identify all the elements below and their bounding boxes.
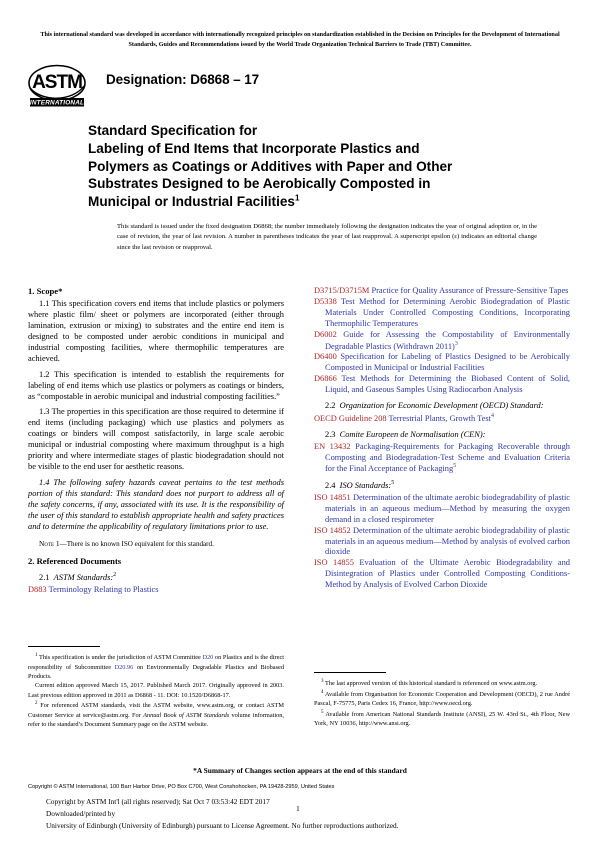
- stamp-line-1: Copyright by ASTM Int'l (all rights reserved); Sat Oct 7 03:53:42 EDT 2017: [46, 797, 270, 806]
- footnote-marker: 3: [321, 679, 324, 684]
- reference-designation[interactable]: D3715/D3715M: [314, 286, 370, 295]
- reference-designation[interactable]: EN 13432: [314, 441, 351, 451]
- footnote-text: Available from Organisation for Economic Cooperation and Development (OECD), 2 rue André Pascal, F-75775, Paris Cedex 16, France, http://www.oecd.org.: [314, 690, 570, 708]
- scope-paragraph-1-2: 1.2 This specification is intended to establish the requirements for labeling of end items which use plastics or polymers as coatings or binders, as “compostable in aerobic municipal and industrial composting facilities.”: [28, 369, 284, 401]
- footnote-text: volume information, refer to the standard’s Document Summary page on the ASTM website.: [28, 711, 284, 729]
- reference-item[interactable]: [314, 297, 570, 330]
- wto-banner: [33, 30, 567, 49]
- footnote-text: This specification is under the jurisdiction of ASTM Committee: [39, 654, 203, 662]
- reference-item[interactable]: [314, 374, 570, 396]
- footnote-entry: [314, 709, 570, 729]
- reference-designation[interactable]: D6866: [314, 374, 337, 384]
- footnote-marker: 4: [321, 689, 324, 695]
- reference-item[interactable]: [314, 493, 570, 526]
- reference-designation[interactable]: ISO 14855: [314, 558, 354, 568]
- cen-standards-number: 2.3: [325, 429, 336, 439]
- reference-item[interactable]: [314, 413, 570, 425]
- stamp-line-2: Downloaded/printed by: [46, 808, 116, 818]
- reference-title[interactable]: Packaging-Requirements for Packaging Recoverable through Composting and Biodegradation-Test Scheme and Evaluation Criteria for the Final Acceptance of Packaging: [325, 441, 570, 474]
- reference-footnote-marker: 4: [490, 412, 494, 419]
- reference-footnote-marker: 3: [454, 340, 458, 347]
- page-title: [88, 122, 558, 211]
- note-1-label: Note 1: [39, 538, 60, 548]
- page-number: 1: [296, 804, 300, 813]
- title-line-3: Polymers as Coatings or Additives with Paper and Other: [88, 158, 453, 174]
- reference-item[interactable]: [314, 558, 570, 591]
- reference-designation[interactable]: OECD Guideline 208: [314, 413, 387, 423]
- title-line-4: Substrates Designed to be Aerobically Composted in: [88, 176, 431, 192]
- stamp-line-3: University of Edinburgh (University of Edinburgh) pursuant to License Agreement. No further reproductions authorized.: [46, 820, 399, 830]
- iso-standards-footnote-marker: 5: [391, 480, 395, 487]
- scope-paragraph-1-4: 1.4 The following safety hazards caveat pertains to the test methods portion of this standard: This standard does not purport to address all of the safety concerns, if any, associated with its use. It is the responsibility of the user of this standard to establish appropriate health and safety practices and to determine the applicability of regulatory limitations prior to use.: [28, 478, 284, 531]
- left-column: [28, 286, 284, 596]
- footnote-text: For referenced ASTM standards, visit the ASTM website, www.astm.org, or contact ASTM Customer Service at service@astm.org. For: [28, 702, 285, 719]
- reference-title[interactable]: Practice for Quality Assurance of Pressure-Sensitive Tapes: [371, 286, 569, 295]
- title-line-5: [88, 193, 558, 211]
- footnote-marker: 5: [321, 709, 324, 715]
- footnote-entry: [28, 681, 284, 700]
- svg-text:INTERNATIONAL: INTERNATIONAL: [29, 99, 85, 107]
- cen-standards-subheading: [314, 430, 570, 441]
- iso-standards-label: ISO Standards:: [339, 480, 392, 490]
- reference-item[interactable]: [314, 286, 570, 297]
- oecd-standards-subheading: [314, 401, 570, 412]
- footnotes-right: [314, 678, 570, 728]
- reference-item[interactable]: [314, 352, 570, 374]
- summary-of-changes-note: *A Summary of Changes section appears at the end of this standard: [193, 766, 407, 775]
- astm-international-logo: [26, 62, 92, 110]
- footnote-text: Current edition approved March 15, 2017. Published March 2017. Originally approved in 2003. Last previous edition approved in 2011 as D6868 - 11. DOI: 10.1520/D6868-17.: [28, 682, 284, 699]
- masthead: [26, 62, 574, 110]
- reference-title[interactable]: Guide for Assessing the Compostability of Environmentally Degradable Plastics (Withdrawn 2011): [325, 329, 571, 351]
- copyright-line: Copyright © ASTM International, 100 Barr Harbor Drive, PO Box C700, West Conshohocken, PA 19428-2959, United States: [28, 784, 335, 790]
- svg-text:ASTM: ASTM: [32, 72, 82, 93]
- reference-title[interactable]: Terminology Relating to Plastics: [48, 585, 159, 595]
- scope-heading: 1. Scope*: [28, 286, 63, 296]
- footnote-emphasis: Annual Book of ASTM Standards: [143, 711, 230, 719]
- footnote-entry: [28, 652, 284, 681]
- footnote-entry: [314, 689, 570, 709]
- issuance-note: This standard is issued under the fixed designation D6868; the number immediately following the designation indicates the year of original adoption or, in the case of revision, the year of last revision. A number in parentheses indicates the year of last reapproval. A superscript epsilon (ε) indicates an editorial change since the last revision or reapproval.: [117, 223, 537, 251]
- footnotes-left: [28, 652, 284, 730]
- reference-item[interactable]: [314, 330, 570, 353]
- astm-standards-subheading: [28, 572, 284, 584]
- footnote-link[interactable]: D20.96: [114, 663, 134, 671]
- footnote-rule-left: [28, 646, 100, 647]
- reference-title[interactable]: Evaluation of the Ultimate Aerobic Biodegradability and Disintegration of Plastics under Controlled Composting Conditions-Method by Analysis of Evolved Carbon Dioxide: [325, 558, 570, 590]
- reference-title[interactable]: Test Methods for Determining the Biobased Content of Solid, Liquid, and Gaseous Samples Using Radiocarbon Analysis: [325, 374, 570, 395]
- title-line-2: Labeling of End Items that Incorporate Plastics and: [88, 140, 420, 156]
- title-footnote-marker: 1: [294, 193, 300, 203]
- reference-designation[interactable]: D5338: [314, 296, 337, 306]
- referenced-documents-heading: 2. Referenced Documents: [28, 556, 122, 567]
- footnote-link[interactable]: D20: [202, 654, 214, 662]
- iso-standards-number: 2.4: [325, 480, 336, 490]
- reference-title[interactable]: Determination of the ultimate aerobic biodegradability of plastic materials in an aqueous medium—Method by analysis of evolved carbon dioxide: [325, 525, 571, 557]
- wto-banner-line1: This international standard was developed in accordance with internationally recognized principles on standardization established in the Decision on Principles for the: [40, 31, 481, 38]
- reference-title[interactable]: Specification for Labeling of Plastics Designed to be Aerobically Composted in Municipal or Industrial Facilities: [325, 352, 570, 373]
- reference-designation[interactable]: D6400: [314, 352, 337, 362]
- reference-designation[interactable]: ISO 14852: [314, 525, 351, 535]
- footnote-entry: [28, 700, 284, 729]
- footnote-marker: 2: [35, 701, 38, 707]
- footnote-text: on Plastics and is the direct responsibility of Subcommittee: [28, 654, 284, 671]
- title-line-5-text: Municipal or Industrial Facilities: [88, 194, 295, 210]
- designation-label: Designation: D6868 – 17: [106, 72, 260, 87]
- footnote-text: Available from American National Standards Institute (ANSI), 25 W. 43rd St., 4th Floor, New York, NY 10036, http://www.ansi.org.: [314, 710, 570, 728]
- reference-title[interactable]: Test Method for Determining Aerobic Biodegradation of Plastic Materials Under Controlled Composting Conditions, Incorporating Thermophilic Temperatures: [325, 296, 570, 328]
- oecd-standards-label: Organization for Economic Development (OECD) Standard:: [339, 401, 544, 411]
- reference-item[interactable]: [314, 442, 570, 476]
- astm-standards-number: 2.1: [39, 573, 50, 583]
- scope-paragraph-1-1: 1.1 This specification covers end items that include plastics or polymers where plastic film/ sheet or polymers are incorporated (either through lamination, extrusion or mixing) to substrates and the entire end item is designed to be composted under aerobic conditions in municipal and industrial composting facilities, where thermophilic temperatures are achieved.: [28, 299, 284, 363]
- footnote-marker: 1: [35, 653, 38, 658]
- astm-standards-label: ASTM Standards:: [53, 573, 114, 583]
- scope-paragraph-1-3: 1.3 The properties in this specification are those required to determine if end items (including packaging) which use plastics and polymers as coatings or binders will compost satisfactorily, in large scale aerobic municipal or industrial composting where maximum throughput is a high priority and where intermediate stages of plastic biodegradation should not be visible to the end user for aesthetic reasons.: [28, 407, 284, 472]
- wto-banner-line2: Development of International Standards, Guides and Recommendations issued by the World Trade Organization Technical Barriers to Trade (TBT) Committee.: [128, 31, 560, 48]
- astm-standards-footnote-marker: 2: [113, 572, 117, 579]
- reference-item[interactable]: [314, 526, 570, 559]
- reference-title[interactable]: Terrestrial Plants, Growth Test: [388, 413, 491, 423]
- reference-designation[interactable]: D883: [28, 585, 47, 595]
- note-1-text: —There is no known ISO equivalent for this standard.: [59, 539, 214, 548]
- title-line-1: Standard Specification for: [88, 123, 258, 138]
- note-1: [28, 539, 284, 550]
- reference-designation[interactable]: D6002: [314, 329, 337, 339]
- footnote-entry: [314, 678, 570, 689]
- reference-footnote-marker: 5: [453, 463, 457, 470]
- download-stamp: [46, 796, 546, 831]
- reference-item[interactable]: [28, 585, 284, 596]
- footnote-text: on Environmentally Degradable Plastics and Biobased Products.: [28, 663, 284, 680]
- right-column: [314, 286, 570, 591]
- reference-designation[interactable]: ISO 14851: [314, 492, 351, 502]
- footnote-rule-right: [314, 672, 386, 673]
- cen-standards-label: Comite Europeen de Normalisation (CEN):: [339, 429, 486, 439]
- reference-title[interactable]: Determination of the ultimate aerobic biodegradability of plastic materials in an aqueous medium—Method by measuring the oxygen demand in a closed respirometer: [325, 492, 571, 524]
- iso-standards-subheading: [314, 480, 570, 492]
- oecd-standards-number: 2.2: [325, 401, 336, 411]
- footnote-text: The last approved version of this historical standard is referenced on www.astm.org.: [324, 680, 538, 688]
